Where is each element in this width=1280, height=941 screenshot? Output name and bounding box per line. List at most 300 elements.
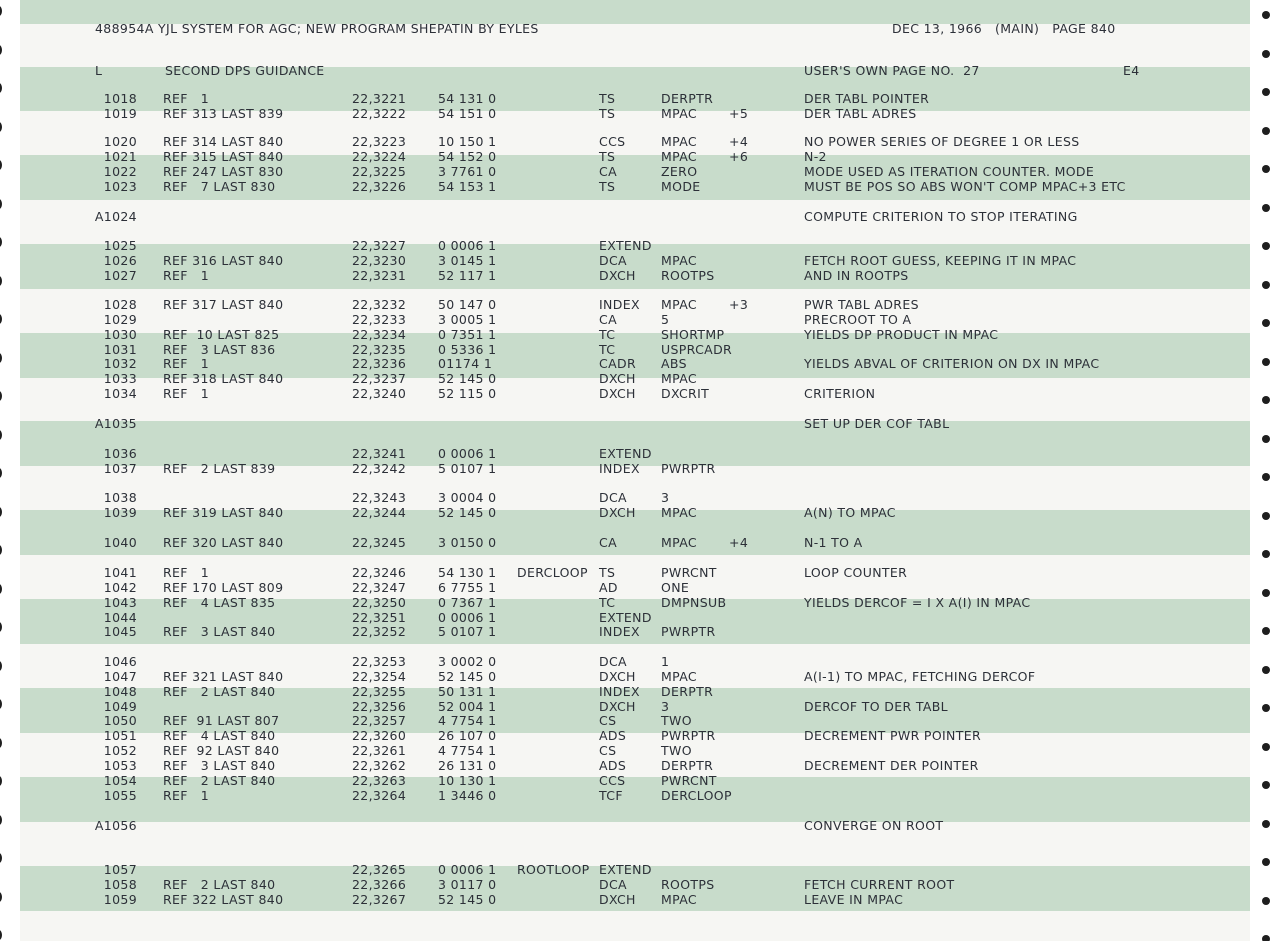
memory-address: 22,3243: [352, 490, 407, 505]
feed-hole: [0, 468, 2, 478]
line-number: 1059: [103, 892, 137, 907]
feed-hole: [1262, 242, 1270, 250]
operand: 5: [661, 312, 670, 327]
line-number: 1043: [103, 595, 137, 610]
operand: DERCLOOP: [661, 788, 732, 803]
opcode: ADS: [599, 758, 627, 773]
opcode: CA: [599, 535, 617, 550]
octal-word: 6 7755 1: [438, 580, 497, 595]
line-number: 1033: [103, 371, 137, 386]
ref-info: REF 314 LAST 840: [163, 134, 284, 149]
ref-info: REF 315 LAST 840: [163, 149, 284, 164]
octal-word: 5 0107 1: [438, 624, 497, 639]
octal-word: 54 151 0: [438, 106, 497, 121]
ref-info: REF 247 LAST 830: [163, 164, 284, 179]
memory-address: 22,3257: [352, 713, 407, 728]
octal-word: 0 0006 1: [438, 446, 497, 461]
line-number: 1055: [103, 788, 137, 803]
address-modifier: +6: [729, 149, 749, 164]
operand: MPAC: [661, 535, 697, 550]
feed-hole: [1262, 743, 1270, 751]
operand: 1: [661, 654, 670, 669]
line-number: 1036: [103, 446, 137, 461]
line-number: 1031: [103, 342, 137, 357]
feed-hole: [0, 122, 2, 132]
octal-word: 3 0145 1: [438, 253, 497, 268]
memory-address: 22,3225: [352, 164, 407, 179]
opcode: DXCH: [599, 371, 636, 386]
address-modifier: +5: [729, 106, 749, 121]
operand: ONE: [661, 580, 690, 595]
memory-address: 22,3227: [352, 238, 407, 253]
feed-hole: [1262, 627, 1270, 635]
comment: AND IN ROOTPS: [804, 268, 909, 283]
ref-info: REF 3 LAST 840: [163, 758, 276, 773]
ref-info: REF 2 LAST 839: [163, 461, 276, 476]
comment: FETCH CURRENT ROOT: [804, 877, 955, 892]
operand: MPAC: [661, 669, 697, 684]
feed-hole: [1262, 820, 1270, 828]
opcode: TS: [599, 91, 616, 106]
memory-address: 22,3241: [352, 446, 407, 461]
memory-address: 22,3255: [352, 684, 407, 699]
feed-hole: [1262, 589, 1270, 597]
operand: MPAC: [661, 253, 697, 268]
location-label: DERCLOOP: [517, 565, 588, 580]
address-modifier: +3: [729, 297, 749, 312]
operand: MPAC: [661, 106, 697, 121]
feed-hole: [0, 507, 2, 517]
line-number: 1044: [103, 610, 137, 625]
octal-word: 0 0006 1: [438, 610, 497, 625]
comment: A(I-1) TO MPAC, FETCHING DERCOF: [804, 669, 1036, 684]
users-page-number: USER'S OWN PAGE NO. 27: [804, 63, 980, 78]
octal-word: 54 152 0: [438, 149, 497, 164]
feed-hole: [0, 699, 2, 709]
octal-word: 54 131 0: [438, 91, 497, 106]
feed-hole: [0, 45, 2, 55]
octal-word: 3 0117 0: [438, 877, 497, 892]
opcode: TCF: [599, 788, 623, 803]
memory-address: 22,3244: [352, 505, 407, 520]
operand: DMPNSUB: [661, 595, 727, 610]
memory-address: 22,3223: [352, 134, 407, 149]
feed-hole: [0, 391, 2, 401]
ref-info: REF 3 LAST 840: [163, 624, 276, 639]
operand: MPAC: [661, 149, 697, 164]
feed-hole: [0, 314, 2, 324]
opcode: CA: [599, 312, 617, 327]
memory-address: 22,3230: [352, 253, 407, 268]
ref-info: REF 7 LAST 830: [163, 179, 276, 194]
opcode: DCA: [599, 253, 627, 268]
line-number: 1030: [103, 327, 137, 342]
comment: CONVERGE ON ROOT: [804, 818, 944, 833]
opcode: INDEX: [599, 461, 640, 476]
feed-hole: [1262, 88, 1270, 96]
comment: N-1 TO A: [804, 535, 863, 550]
memory-address: 22,3234: [352, 327, 407, 342]
feed-hole: [0, 776, 2, 786]
line-number: 1032: [103, 356, 137, 371]
line-number: 1020: [103, 134, 137, 149]
ref-info: REF 1: [163, 386, 210, 401]
feed-hole: [1262, 435, 1270, 443]
octal-word: 4 7754 1: [438, 743, 497, 758]
ref-info: REF 92 LAST 840: [163, 743, 280, 758]
feed-hole: [0, 661, 2, 671]
ref-info: REF 322 LAST 840: [163, 892, 284, 907]
opcode: CA: [599, 164, 617, 179]
line-number: 1023: [103, 179, 137, 194]
feed-hole: [0, 83, 2, 93]
feed-hole: [0, 199, 2, 209]
ref-info: REF 10 LAST 825: [163, 327, 280, 342]
memory-address: 22,3226: [352, 179, 407, 194]
octal-word: 0 0006 1: [438, 862, 497, 877]
ref-info: REF 170 LAST 809: [163, 580, 284, 595]
octal-word: 3 0004 0: [438, 490, 497, 505]
opcode: DXCH: [599, 268, 636, 283]
opcode: EXTEND: [599, 862, 652, 877]
line-number: 1054: [103, 773, 137, 788]
ref-info: REF 91 LAST 807: [163, 713, 280, 728]
memory-address: 22,3252: [352, 624, 407, 639]
memory-address: 22,3222: [352, 106, 407, 121]
octal-word: 1 3446 0: [438, 788, 497, 803]
line-number: 1038: [103, 490, 137, 505]
feed-hole: [0, 237, 2, 247]
operand: PWRCNT: [661, 773, 717, 788]
ref-info: REF 1: [163, 788, 210, 803]
line-number: 1026: [103, 253, 137, 268]
opcode: AD: [599, 580, 618, 595]
opcode: DCA: [599, 877, 627, 892]
opcode: EXTEND: [599, 238, 652, 253]
opcode: DXCH: [599, 505, 636, 520]
opcode: DXCH: [599, 386, 636, 401]
line-number: A1024: [94, 209, 137, 224]
line-number: 1029: [103, 312, 137, 327]
listing-page: [20, 0, 1250, 941]
line-number: 1021: [103, 149, 137, 164]
memory-address: 22,3233: [352, 312, 407, 327]
operand: 3: [661, 490, 670, 505]
line-number: 1028: [103, 297, 137, 312]
operand: USPRCADR: [661, 342, 733, 357]
feed-hole: [0, 930, 2, 940]
operand: ROOTPS: [661, 268, 715, 283]
location-label: ROOTLOOP: [517, 862, 590, 877]
feed-hole: [0, 738, 2, 748]
opcode: TS: [599, 179, 616, 194]
feed-hole: [0, 160, 2, 170]
comment: LEAVE IN MPAC: [804, 892, 904, 907]
operand: MPAC: [661, 134, 697, 149]
operand: PWRPTR: [661, 461, 716, 476]
opcode: TS: [599, 149, 616, 164]
operand: ROOTPS: [661, 877, 715, 892]
memory-address: 22,3245: [352, 535, 407, 550]
operand: TWO: [661, 713, 692, 728]
line-number: 1027: [103, 268, 137, 283]
octal-word: 54 153 1: [438, 179, 497, 194]
memory-address: 22,3235: [352, 342, 407, 357]
memory-address: 22,3254: [352, 669, 407, 684]
line-number: 1058: [103, 877, 137, 892]
page-code: E4: [1123, 63, 1140, 78]
ref-info: REF 313 LAST 839: [163, 106, 284, 121]
address-modifier: +4: [729, 535, 749, 550]
opcode: EXTEND: [599, 446, 652, 461]
line-number: 1049: [103, 699, 137, 714]
opcode: CS: [599, 713, 617, 728]
comment: CRITERION: [804, 386, 876, 401]
ref-info: REF 1: [163, 356, 210, 371]
feed-hole: [1262, 165, 1270, 173]
opcode: TS: [599, 106, 616, 121]
section-tag: L: [95, 63, 103, 78]
line-number: A1035: [94, 416, 137, 431]
feed-hole: [0, 815, 2, 825]
octal-word: 54 130 1: [438, 565, 497, 580]
octal-word: 10 130 1: [438, 773, 497, 788]
opcode: INDEX: [599, 297, 640, 312]
operand: PWRPTR: [661, 624, 716, 639]
memory-address: 22,3261: [352, 743, 407, 758]
ref-info: REF 317 LAST 840: [163, 297, 284, 312]
line-number: 1040: [103, 535, 137, 550]
memory-address: 22,3246: [352, 565, 407, 580]
octal-word: 0 7367 1: [438, 595, 497, 610]
octal-word: 52 145 0: [438, 892, 497, 907]
comment: NO POWER SERIES OF DEGREE 1 OR LESS: [804, 134, 1080, 149]
memory-address: 22,3240: [352, 386, 407, 401]
operand: MPAC: [661, 371, 697, 386]
line-number: 1041: [103, 565, 137, 580]
line-number: 1022: [103, 164, 137, 179]
memory-address: 22,3242: [352, 461, 407, 476]
line-number: 1034: [103, 386, 137, 401]
feed-hole: [0, 276, 2, 286]
ref-info: REF 321 LAST 840: [163, 669, 284, 684]
octal-word: 52 117 1: [438, 268, 497, 283]
opcode: INDEX: [599, 624, 640, 639]
line-number: 1019: [103, 106, 137, 121]
line-number: 1047: [103, 669, 137, 684]
octal-word: 5 0107 1: [438, 461, 497, 476]
comment: LOOP COUNTER: [804, 565, 908, 580]
comment: YIELDS DP PRODUCT IN MPAC: [804, 327, 999, 342]
opcode: TC: [599, 327, 616, 342]
feed-hole: [0, 545, 2, 555]
comment: YIELDS ABVAL OF CRITERION ON DX IN MPAC: [804, 356, 1100, 371]
memory-address: 22,3260: [352, 728, 407, 743]
line-number: 1045: [103, 624, 137, 639]
feed-hole: [1262, 50, 1270, 58]
comment: SET UP DER COF TABL: [804, 416, 950, 431]
octal-word: 52 145 0: [438, 505, 497, 520]
comment: PRECROOT TO A: [804, 312, 912, 327]
octal-word: 0 5336 1: [438, 342, 497, 357]
octal-word: 3 0002 0: [438, 654, 497, 669]
opcode: CS: [599, 743, 617, 758]
line-number: A1056: [94, 818, 137, 833]
opcode: DXCH: [599, 669, 636, 684]
comment: PWR TABL ADRES: [804, 297, 919, 312]
comment: DECREMENT DER POINTER: [804, 758, 979, 773]
feed-hole: [1262, 897, 1270, 905]
line-number: 1046: [103, 654, 137, 669]
opcode: ADS: [599, 728, 627, 743]
line-number: 1037: [103, 461, 137, 476]
feed-hole: [1262, 319, 1270, 327]
octal-word: 50 147 0: [438, 297, 497, 312]
feed-hole: [0, 430, 2, 440]
comment: DER TABL ADRES: [804, 106, 917, 121]
octal-word: 0 0006 1: [438, 238, 497, 253]
octal-word: 52 115 0: [438, 386, 497, 401]
comment: DERCOF TO DER TABL: [804, 699, 949, 714]
memory-address: 22,3265: [352, 862, 407, 877]
ref-info: REF 3 LAST 836: [163, 342, 276, 357]
ref-info: REF 1: [163, 565, 210, 580]
ref-info: REF 4 LAST 835: [163, 595, 276, 610]
octal-word: 01174 1: [438, 356, 493, 371]
operand: DERPTR: [661, 91, 714, 106]
comment: A(N) TO MPAC: [804, 505, 896, 520]
memory-address: 22,3253: [352, 654, 407, 669]
opcode: EXTEND: [599, 610, 652, 625]
comment: DER TABL POINTER: [804, 91, 930, 106]
feed-hole: [1262, 281, 1270, 289]
opcode: INDEX: [599, 684, 640, 699]
memory-address: 22,3221: [352, 91, 407, 106]
header-title: 488954A YJL SYSTEM FOR AGC; NEW PROGRAM SHEPATIN BY EYLES: [95, 21, 539, 36]
feed-hole: [1262, 935, 1270, 941]
memory-address: 22,3224: [352, 149, 407, 164]
comment: MODE USED AS ITERATION COUNTER. MODE: [804, 164, 1095, 179]
feed-hole: [0, 853, 2, 863]
opcode: TC: [599, 595, 616, 610]
operand: ZERO: [661, 164, 698, 179]
line-number: 1057: [103, 862, 137, 877]
operand: MPAC: [661, 505, 697, 520]
operand: 3: [661, 699, 670, 714]
line-number: 1053: [103, 758, 137, 773]
feed-hole: [1262, 127, 1270, 135]
line-number: 1050: [103, 713, 137, 728]
operand: MODE: [661, 179, 701, 194]
ref-info: REF 319 LAST 840: [163, 505, 284, 520]
line-number: 1018: [103, 91, 137, 106]
ref-info: REF 1: [163, 91, 210, 106]
ref-info: REF 1: [163, 268, 210, 283]
comment: COMPUTE CRITERION TO STOP ITERATING: [804, 209, 1078, 224]
operand: PWRPTR: [661, 728, 716, 743]
feed-hole: [0, 584, 2, 594]
memory-address: 22,3264: [352, 788, 407, 803]
octal-word: 52 145 0: [438, 371, 497, 386]
comment: DECREMENT PWR POINTER: [804, 728, 982, 743]
memory-address: 22,3231: [352, 268, 407, 283]
operand: TWO: [661, 743, 692, 758]
octal-word: 52 004 1: [438, 699, 497, 714]
memory-address: 22,3266: [352, 877, 407, 892]
line-number: 1042: [103, 580, 137, 595]
comment: FETCH ROOT GUESS, KEEPING IT IN MPAC: [804, 253, 1077, 268]
feed-hole: [1262, 396, 1270, 404]
octal-word: 10 150 1: [438, 134, 497, 149]
memory-address: 22,3262: [352, 758, 407, 773]
opcode: CADR: [599, 356, 636, 371]
feed-hole: [1262, 666, 1270, 674]
operand: DERPTR: [661, 758, 714, 773]
operand: ABS: [661, 356, 687, 371]
address-modifier: +4: [729, 134, 749, 149]
feed-hole: [1262, 473, 1270, 481]
ref-info: REF 316 LAST 840: [163, 253, 284, 268]
opcode: CCS: [599, 773, 626, 788]
ref-info: REF 2 LAST 840: [163, 773, 276, 788]
memory-address: 22,3251: [352, 610, 407, 625]
memory-address: 22,3236: [352, 356, 407, 371]
operand: PWRCNT: [661, 565, 717, 580]
opcode: DCA: [599, 654, 627, 669]
feed-hole: [1262, 358, 1270, 366]
opcode: DXCH: [599, 892, 636, 907]
memory-address: 22,3232: [352, 297, 407, 312]
comment: N-2: [804, 149, 827, 164]
feed-hole: [1262, 858, 1270, 866]
feed-hole: [0, 6, 2, 16]
octal-word: 50 131 1: [438, 684, 497, 699]
operand: DXCRIT: [661, 386, 710, 401]
comment: YIELDS DERCOF = I X A(I) IN MPAC: [804, 595, 1031, 610]
memory-address: 22,3250: [352, 595, 407, 610]
octal-word: 3 7761 0: [438, 164, 497, 179]
opcode: CCS: [599, 134, 626, 149]
memory-address: 22,3263: [352, 773, 407, 788]
line-number: 1051: [103, 728, 137, 743]
feed-hole: [0, 622, 2, 632]
octal-word: 3 0150 0: [438, 535, 497, 550]
octal-word: 3 0005 1: [438, 312, 497, 327]
operand: MPAC: [661, 892, 697, 907]
line-number: 1039: [103, 505, 137, 520]
ref-info: REF 2 LAST 840: [163, 684, 276, 699]
line-number: 1025: [103, 238, 137, 253]
feed-hole: [1262, 512, 1270, 520]
octal-word: 0 7351 1: [438, 327, 497, 342]
memory-address: 22,3267: [352, 892, 407, 907]
ref-info: REF 320 LAST 840: [163, 535, 284, 550]
feed-hole: [0, 353, 2, 363]
line-number: 1048: [103, 684, 137, 699]
feed-hole: [1262, 781, 1270, 789]
line-number: 1052: [103, 743, 137, 758]
comment: MUST BE POS SO ABS WON'T COMP MPAC+3 ETC: [804, 179, 1126, 194]
header-page-info: DEC 13, 1966 (MAIN) PAGE 840: [892, 21, 1116, 36]
octal-word: 26 107 0: [438, 728, 497, 743]
operand: DERPTR: [661, 684, 714, 699]
feed-hole: [1262, 550, 1270, 558]
opcode: DCA: [599, 490, 627, 505]
ref-info: REF 4 LAST 840: [163, 728, 276, 743]
octal-word: 26 131 0: [438, 758, 497, 773]
ref-info: REF 318 LAST 840: [163, 371, 284, 386]
feed-hole: [1262, 204, 1270, 212]
